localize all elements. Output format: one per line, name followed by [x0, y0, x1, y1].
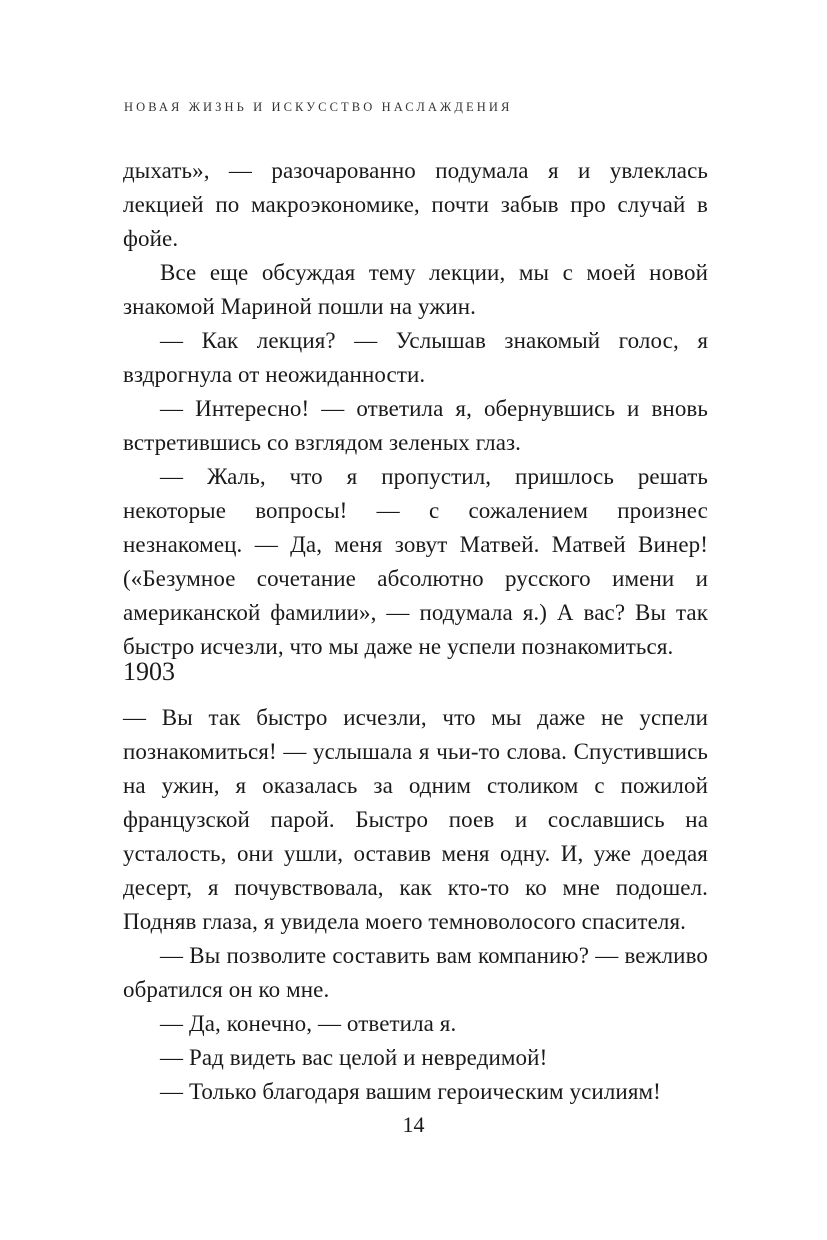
body-text-bottom [123, 701, 708, 1109]
dialogue-line: — Только благодаря вашим героическим усилиям! [160, 1079, 661, 1104]
dialogue-line: — Да, конечно, — ответила я. [160, 1011, 457, 1036]
section-heading: 1903 [123, 657, 175, 686]
dialogue-line: — Как лекция? — Услышав знакомый голос, я вздрогнула от неожиданности. [123, 328, 708, 387]
dialogue-line: — Рад видеть вас целой и невредимой! [160, 1045, 548, 1070]
dialogue-line: — Вы позволите составить вам компанию? — вежливо обратился он ко мне. [123, 943, 708, 1002]
dialogue-line: — Жаль, что я пропустил, пришлось решать некоторые вопросы! — с сожалением произнес незнакомец. — Да, меня зовут Матвей. Матвей Винер! («Безумное сочетание абсолютно русского имени и американской фамилии», — подумала я.) А вас? Вы так быстро исчезли, что мы даже не успели познакомиться. [123, 464, 708, 659]
paragraph: Все еще обсуждая тему лекции, мы с моей новой знакомой Мариной пошли на ужин. [123, 260, 708, 319]
dialogue-line: — Интересно! — ответила я, обернувшись и вновь встретившись со взглядом зеленых глаз. [123, 396, 708, 455]
paragraph: дыхать», — разочарованно подумала я и увлеклась лекцией по макроэкономике, почти забыв про случай в фойе. [123, 158, 708, 251]
body-text-top [123, 154, 708, 664]
page-number: 14 [402, 1112, 425, 1137]
dialogue-line: — Вы так быстро исчезли, что мы даже не успели познакомиться! — услышала я чьи-то слова. Спустившись на ужин, я оказалась за одним столиком с пожилой французской парой. Быстро поев и сославшись на усталость, они ушли, оставив меня одну. И, уже доедая десерт, я почувствовала, как кто-то ко мне подошел. Подняв глаза, я увидела моего темноволосого спасителя. [123, 705, 708, 934]
running-header: НОВАЯ ЖИЗНЬ И ИСКУССТВО НАСЛАЖДЕНИЯ [124, 100, 513, 114]
